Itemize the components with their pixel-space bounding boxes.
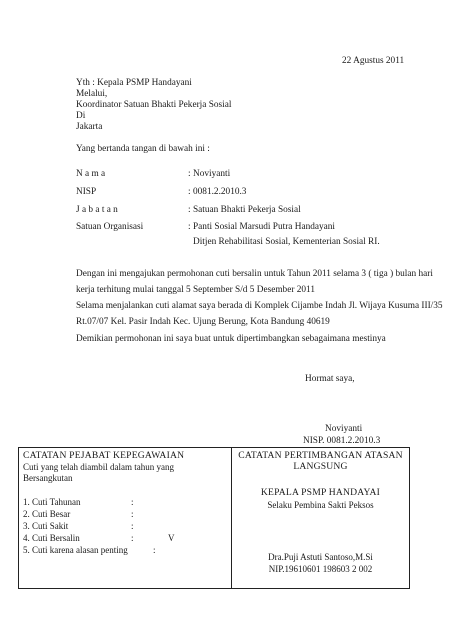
signer-name: Noviyanti (325, 424, 363, 434)
field-row-name (76, 168, 436, 180)
leave-type-colon: : (131, 533, 134, 543)
hr-notes-subtitle: Bersangkutan (23, 473, 73, 483)
field-label: J a b a t a n (76, 205, 118, 215)
leave-type-label: 5. Cuti karena alasan penting (23, 545, 128, 555)
hr-notes-subtitle: Cuti yang telah diambil dalam tahun yang (23, 462, 174, 472)
body-line: Demikian permohonan ini saya buat untuk dipertimbangkan sebagaimana mestinya (76, 334, 386, 344)
leave-type-label: 1. Cuti Tahunan (23, 497, 81, 507)
field-colon: : (188, 187, 191, 197)
signer-nisp: NISP. 0081.2.2010.3 (303, 436, 381, 446)
leave-type-colon: : (131, 521, 134, 531)
leave-type-item (23, 521, 223, 532)
body-line: Dengan ini mengajukan permohonan cuti bersalin untuk Tahun 2011 selama 3 ( tiga ) bulan hari (76, 269, 433, 279)
organisasi-extra-line: Ditjen Rehabilitasi Sosial, Kementerian Sosial RI. (193, 237, 380, 247)
field-colon: : (188, 222, 191, 232)
field-value: Noviyanti (193, 169, 231, 179)
body-line: Selama menjalankan cuti alamat saya berada di Komplek Cijambe Indah Jl. Wijaya Kusuma III/35 (76, 301, 443, 311)
field-value: Satuan Bhakti Pekerja Sosial (193, 205, 301, 215)
leave-type-label: 2. Cuti Besar (23, 509, 71, 519)
field-row-nisp (76, 186, 436, 198)
field-value: Panti Sosial Marsudi Putra Handayani (193, 222, 336, 232)
supervisor-notes-box (231, 447, 410, 589)
leave-type-item (23, 497, 223, 508)
recipient-line: Koordinator Satuan Bhakti Pekerja Sosial (76, 100, 232, 110)
leave-type-colon: : (131, 509, 134, 519)
field-label: NISP (76, 187, 97, 197)
field-colon: : (188, 205, 191, 215)
leave-type-item (23, 545, 223, 556)
letter-date: 22 Agustus 2011 (342, 56, 405, 66)
field-colon: : (188, 169, 191, 179)
leave-type-label: 3. Cuti Sakit (23, 521, 69, 531)
leave-type-mark: V (168, 533, 175, 543)
official-title: KEPALA PSMP HANDAYAI (260, 487, 381, 498)
intro-text: Yang bertanda tangan di bawah ini : (76, 144, 210, 154)
leave-type-item (23, 533, 223, 544)
closing-text: Hormat saya, (305, 374, 355, 384)
recipient-line: Di (76, 111, 86, 121)
leave-type-item (23, 509, 223, 520)
recipient-line: Jakarta (76, 122, 103, 132)
field-label: Satuan Organisasi (76, 222, 144, 232)
hr-notes-title: CATATAN PEJABAT KEPEGAWAIAN (23, 450, 185, 461)
field-row-jabatan (76, 204, 436, 216)
hr-notes-box (18, 447, 232, 589)
official-nip: NIP.19610601 198603 2 002 (268, 564, 373, 574)
body-line: Rt.07/07 Kel. Pasir Indah Kec. Ujung Berung, Kota Bandung 40619 (76, 317, 330, 327)
field-value: 0081.2.2010.3 (193, 187, 247, 197)
official-name: Dra.Puji Astuti Santoso,M.Si (268, 552, 373, 562)
official-subtitle: Selaku Pembina Sakti Peksos (267, 500, 374, 510)
leave-type-colon: : (153, 545, 156, 555)
body-line: kerja terhitung mulai tanggal 5 September S/d 5 Desember 2011 (76, 285, 315, 295)
supervisor-notes-title: CATATAN PERTIMBANGAN ATASAN (238, 450, 403, 461)
recipient-line: Melalui, (76, 89, 108, 99)
recipient-line: Yth : Kepala PSMP Handayani (76, 78, 192, 88)
field-label: N a m a (76, 169, 106, 179)
leave-type-label: 4. Cuti Bersalin (23, 533, 80, 543)
field-row-organisasi (76, 221, 456, 233)
leave-type-colon: : (131, 497, 134, 507)
supervisor-notes-title: LANGSUNG (293, 461, 348, 472)
